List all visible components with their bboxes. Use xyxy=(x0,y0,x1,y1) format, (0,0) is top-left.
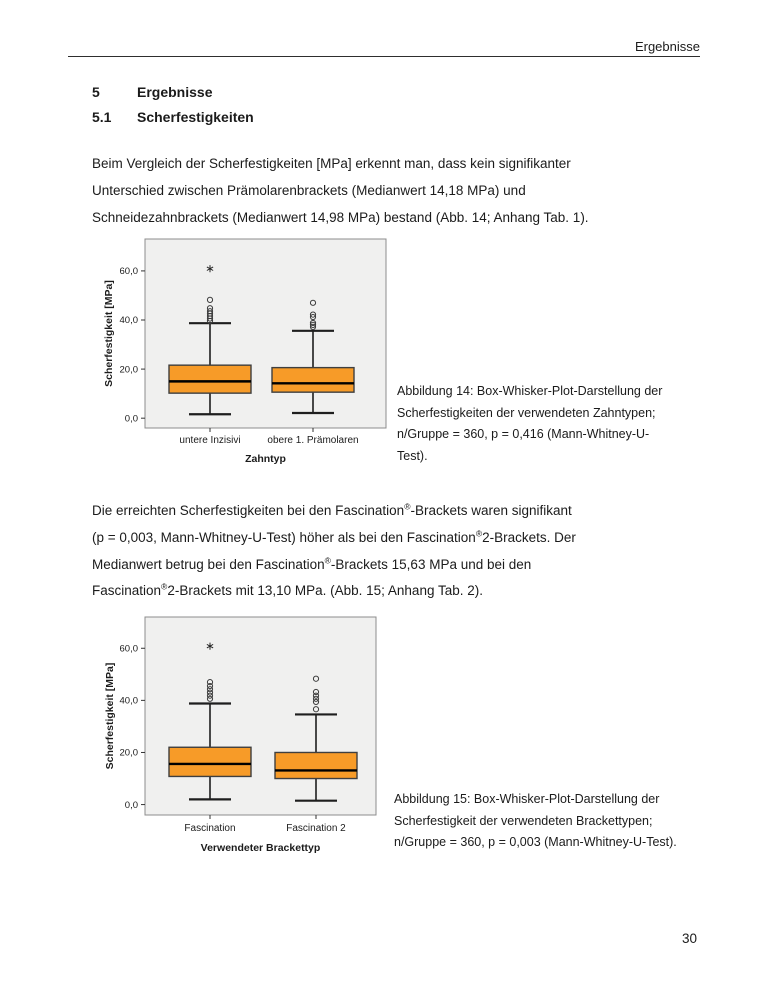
caption-line: Test). xyxy=(397,448,428,463)
section-title: Ergebnisse xyxy=(137,84,213,100)
figure-15-caption xyxy=(394,789,704,854)
y-axis-label: Scherfestigkeit [MPa] xyxy=(104,662,116,770)
subsection-number: 5.1 xyxy=(92,109,112,125)
boxplot-svg xyxy=(98,237,390,469)
registered-symbol: ® xyxy=(161,581,168,592)
x-axis-label: Zahntyp xyxy=(245,453,286,465)
running-header: Ergebnisse xyxy=(634,39,700,54)
svg-text:0,0: 0,0 xyxy=(124,799,138,811)
svg-text:20,0: 20,0 xyxy=(119,747,138,759)
registered-symbol: ® xyxy=(404,501,411,512)
header-rule xyxy=(68,56,700,57)
page-number: 30 xyxy=(681,931,697,946)
text-line: (p = 0,003, Mann-Whitney-U-Test) höher als bei den Fascination®2-Brackets. Der xyxy=(92,528,576,545)
box xyxy=(272,368,354,393)
section-heading xyxy=(92,84,212,100)
plot-area xyxy=(145,617,376,815)
registered-symbol: ® xyxy=(475,528,483,539)
svg-text:40,0: 40,0 xyxy=(119,315,138,327)
box xyxy=(169,747,251,776)
svg-text:60,0: 60,0 xyxy=(119,643,138,655)
subsection-heading xyxy=(92,109,254,125)
text-line: Schneidezahnbrackets (Medianwert 14,98 MPa) bestand (Abb. 14; Anhang Tab. 1). xyxy=(92,209,589,225)
boxplot-figure-14 xyxy=(98,237,390,474)
svg-text:20,0: 20,0 xyxy=(119,364,138,376)
figure-14-caption xyxy=(397,381,697,467)
text-line: Fascination®2-Brackets mit 13,10 MPa. (Abb. 15; Anhang Tab. 2). xyxy=(92,581,483,599)
text-line: Beim Vergleich der Scherfestigkeiten [MPa] erkennt man, dass kein signifikanter xyxy=(92,156,571,171)
caption-line: Abbildung 15: Box-Whisker-Plot-Darstellung der xyxy=(394,792,660,806)
subsection-title: Scherfestigkeiten xyxy=(137,109,254,125)
svg-text:60,0: 60,0 xyxy=(119,266,138,278)
caption-line: n/Gruppe = 360, p = 0,416 (Mann-Whitney-U- xyxy=(397,427,650,442)
svg-text:40,0: 40,0 xyxy=(119,695,138,707)
caption-line: n/Gruppe = 360, p = 0,003 (Mann-Whitney-U-Test). xyxy=(394,835,677,850)
box xyxy=(169,365,251,393)
svg-text:0,0: 0,0 xyxy=(124,413,138,425)
x-axis-label: Verwendeter Brackettyp xyxy=(200,842,321,854)
paragraph-1 xyxy=(92,151,589,231)
text-line: Medianwert betrug bei den Fascination®-Brackets 15,63 MPa und bei den xyxy=(92,555,532,572)
paragraph-2 xyxy=(92,498,576,605)
caption-line: Scherfestigkeiten der verwendeten Zahntypen; xyxy=(397,405,656,420)
caption-line: Abbildung 14: Box-Whisker-Plot-Darstellung der xyxy=(397,384,663,398)
category-label: Fascination 2 xyxy=(286,823,346,834)
box xyxy=(275,752,357,778)
plot-area xyxy=(145,239,386,428)
boxplot-figure-15 xyxy=(99,615,387,864)
registered-symbol: ® xyxy=(324,555,331,566)
category-label: obere 1. Prämolaren xyxy=(267,435,359,446)
boxplot-svg xyxy=(99,615,387,859)
text-line: Die erreichten Scherfestigkeiten bei den Fascination®-Brackets waren signifikant xyxy=(92,501,572,518)
y-axis-label: Scherfestigkeit [MPa] xyxy=(103,280,115,387)
section-number: 5 xyxy=(92,84,100,100)
category-label: untere Inzisivi xyxy=(179,435,241,446)
category-label: Fascination xyxy=(184,823,236,834)
caption-line: Scherfestigkeit der verwendeten Brackettypen; xyxy=(394,813,653,828)
text-line: Unterschied zwischen Prämolarenbrackets (Medianwert 14,18 MPa) und xyxy=(92,182,526,198)
